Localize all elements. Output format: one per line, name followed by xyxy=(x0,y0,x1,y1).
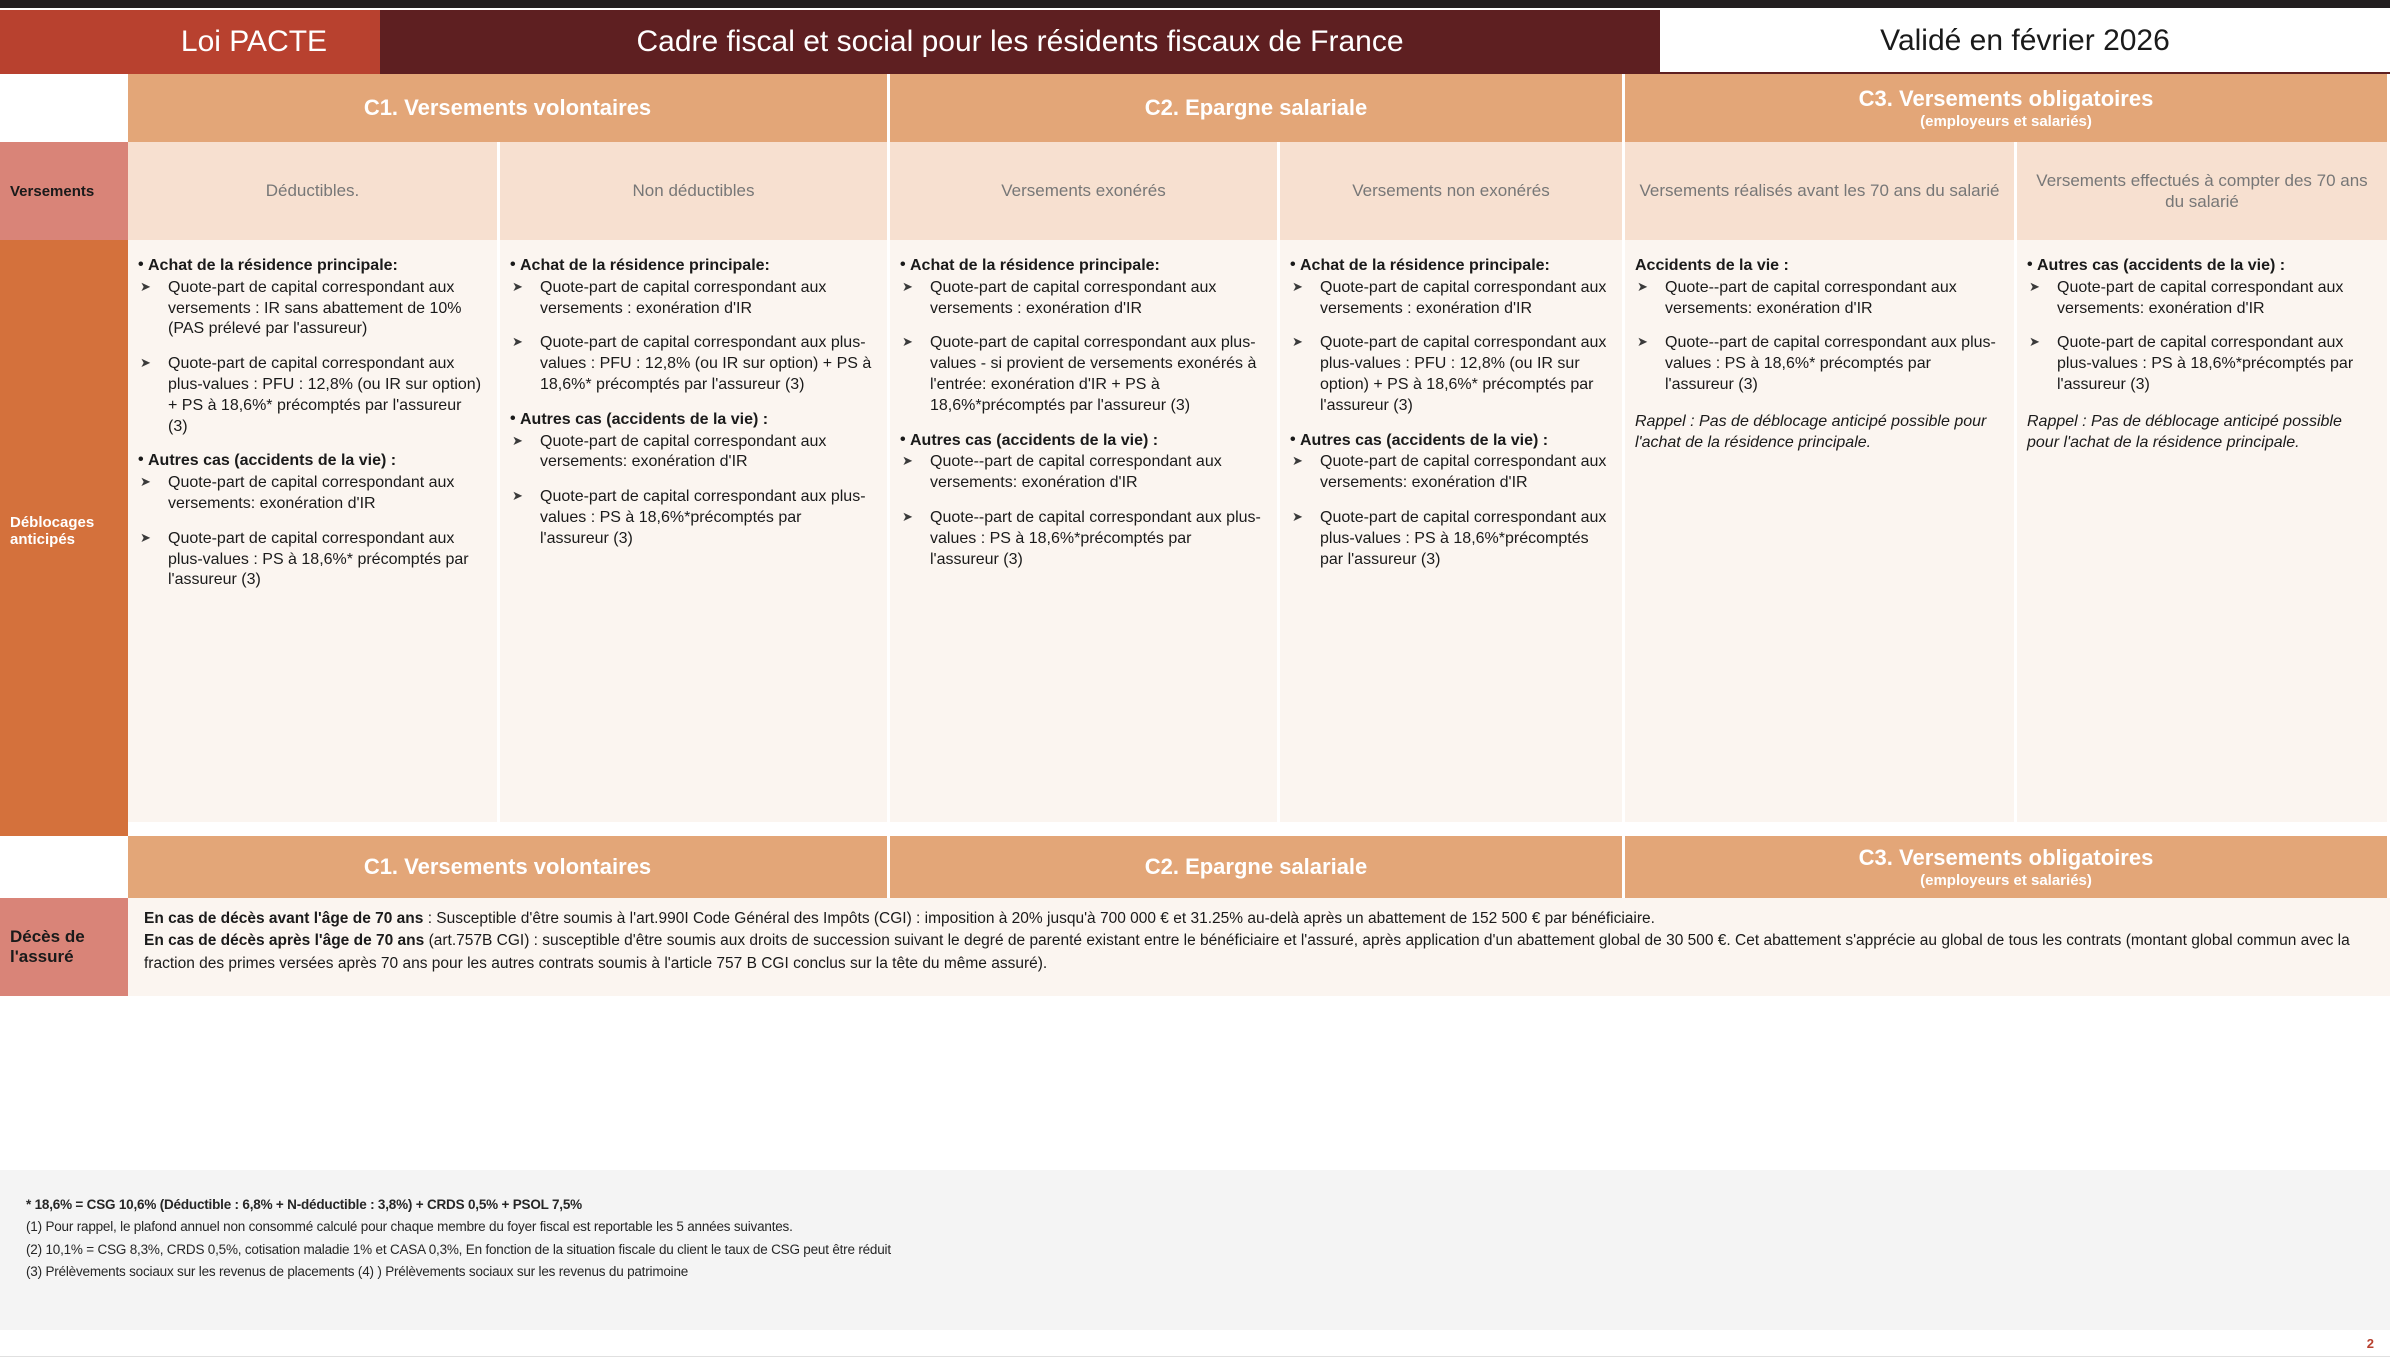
cell-heading: Accidents de la vie : xyxy=(1635,257,1789,274)
deces-row xyxy=(0,898,2390,996)
row-label-versements-text: Versements xyxy=(10,182,95,200)
cell-bullet: ➤ Quote-part de capital correspondant aux plus-values : PFU : 12,8% (ou IR sur option) + PS à 18,6%* précomptés par l'assureur (3) xyxy=(1290,333,1608,416)
cell-heading: • Achat de la résidence principale: xyxy=(900,256,1263,277)
row-separator-label-cap xyxy=(0,822,128,836)
page-title: Cadre fiscal et social pour les résidents fiscaux de France xyxy=(380,10,1660,74)
cell-bullet: ➤ Quote-part de capital correspondant aux versements: exonération d'IR xyxy=(138,473,483,515)
footnote-1: (1) Pour rappel, le plafond annuel non consommé calculé pour chaque membre du foyer fiscal est reportable les 5 années suivantes. xyxy=(26,1219,793,1235)
subheader-deductibles: Déductibles. xyxy=(128,142,500,240)
deces-line-2-bold: En cas de décès après l'âge de 70 ans xyxy=(144,932,425,950)
cell-bullet: ➤ Quote--part de capital correspondant aux plus-values : PS à 18,6%*précomptés par l'assureur (3) xyxy=(900,508,1263,570)
cell-bullet: ➤ Quote-part de capital correspondant aux plus-values : PFU : 12,8% (ou IR sur option) + PS à 18,6%* précomptés par l'assureur (3) xyxy=(138,354,483,437)
subheader-row xyxy=(0,142,2390,240)
group-header-c1 xyxy=(128,74,890,142)
group-header-c3-subtitle: (employeurs et salariés) xyxy=(1920,113,2092,131)
footnote-gap xyxy=(0,1096,2390,1170)
cell-heading: • Autres cas (accidents de la vie) : xyxy=(1290,431,1608,452)
cell-c2-exoneres xyxy=(890,240,1280,822)
deces-line-1 xyxy=(144,908,2374,930)
cell-c2-non-exoneres xyxy=(1280,240,1625,822)
row-label-deces-text: Décès de l'assuré xyxy=(10,927,85,966)
row-separator-fill xyxy=(128,822,2390,836)
subheader-versements-exoneres: Versements exonérés xyxy=(890,142,1280,240)
cell-bullet: ➤ Quote-part de capital correspondant aux versements : exonération d'IR xyxy=(510,278,873,320)
subheader-versements-non-exoneres: Versements non exonérés xyxy=(1280,142,1625,240)
cell-bullet: ➤ Quote-part de capital correspondant aux plus-values - si provient de versements exonérés à l'entrée: exonération d'IR + PS à 18,6%*précomptés par l'assureur (3) xyxy=(900,333,1263,416)
title-row xyxy=(0,10,2390,74)
group-header-row xyxy=(0,74,2390,142)
group-header-bottom-c1 xyxy=(128,836,890,898)
group-header-bottom-c2 xyxy=(890,836,1625,898)
cell-rappel-note: Rappel : Pas de déblocage anticipé possible pour l'achat de la résidence principale. xyxy=(1635,412,1987,451)
footnote-asterisk: * 18,6% = CSG 10,6% (Déductible : 6,8% + N-déductible : 3,8%) + CRDS 0,5% + PSOL 7,5% xyxy=(26,1197,582,1212)
cell-c3-apres-70-ans xyxy=(2017,240,2390,822)
cell-c1-non-deductibles xyxy=(500,240,890,822)
fiscal-matrix xyxy=(0,74,2390,996)
cell-bullet: ➤ Quote-part de capital correspondant aux versements : IR sans abattement de 10% (PAS prélevé par l'assureur) xyxy=(138,278,483,340)
group-header-row-bottom-label-spacer xyxy=(0,836,128,898)
bottom-bar xyxy=(0,1356,2390,1367)
cell-c3-avant-70-ans xyxy=(1625,240,2017,822)
cell-bullet: ➤ Quote-part de capital correspondant aux versements : exonération d'IR xyxy=(1290,278,1608,320)
footnotes-block xyxy=(0,1170,2390,1330)
top-decorative-bar xyxy=(0,0,2390,8)
cell-heading: • Autres cas (accidents de la vie) : xyxy=(900,431,1263,452)
deblocages-row xyxy=(0,240,2390,822)
cell-bullet: ➤ Quote--part de capital correspondant aux versements: exonération d'IR xyxy=(900,452,1263,494)
row-label-deces xyxy=(0,898,128,996)
cell-heading: • Autres cas (accidents de la vie) : xyxy=(138,451,483,472)
page-number: 2 xyxy=(2366,1336,2374,1351)
group-header-c2-title: C2. Epargne salariale xyxy=(1144,95,1368,121)
deces-line-1-bold: En cas de décès avant l'âge de 70 ans xyxy=(144,910,424,927)
row-label-deblocages-text: Déblocages anticipés xyxy=(10,514,95,548)
subheader-apres-70-ans: Versements effectués à compter des 70 ans du salarié xyxy=(2017,142,2390,240)
cell-heading: • Achat de la résidence principale: xyxy=(138,256,483,277)
group-header-c2 xyxy=(890,74,1625,142)
row-label-deblocages xyxy=(0,240,128,822)
row-separator xyxy=(0,822,2390,836)
group-header-row-label-spacer xyxy=(0,74,128,142)
group-header-bottom-c2-title: C2. Epargne salariale xyxy=(1144,854,1368,880)
deces-line-2-rest: (art.757B CGI) : susceptible d'être soumis aux droits de succession suivant le degré de parenté existant entre le bénéficiaire et l'assuré, après application d'un abattement global de 30 500 €. Cet abattement s'apprécie au global de tous les contrats (montant global commun avec la fraction des primes versées après 70 ans pour les autres contrats soumis à l'article 757 B CGI conclus sur la tête du même assuré). xyxy=(144,932,2350,972)
cell-rappel-note: Rappel : Pas de déblocage anticipé possible pour l'achat de la résidence principale. xyxy=(2027,412,2342,451)
group-header-bottom-c1-title: C1. Versements volontaires xyxy=(363,854,652,880)
cell-bullet: ➤ Quote-part de capital correspondant aux plus-values : PFU : 12,8% (ou IR sur option) + PS à 18,6%* précomptés par l'assureur (3) xyxy=(510,333,873,395)
row-label-versements xyxy=(0,142,128,240)
law-badge: Loi PACTE xyxy=(128,10,380,74)
subheader-avant-70-ans: Versements réalisés avant les 70 ans du salarié xyxy=(1625,142,2017,240)
cell-bullet: ➤ Quote-part de capital correspondant aux versements: exonération d'IR xyxy=(1290,452,1608,494)
cell-bullet: ➤ Quote-part de capital correspondant aux plus-values : PS à 18,6%*précomptés par l'assureur (3) xyxy=(2027,333,2373,395)
deces-line-1-rest: : Susceptible d'être soumis à l'art.990I Code Général des Impôts (CGI) : imposition à 20% jusqu'à 700 000 € et 31.25% au-delà après un abattement de 152 500 € par bénéficiaire. xyxy=(423,910,1655,927)
cell-bullet: ➤ Quote-part de capital correspondant aux versements: exonération d'IR xyxy=(510,432,873,474)
cell-heading: • Autres cas (accidents de la vie) : xyxy=(2027,256,2373,277)
footnote-2: (2) 10,1% = CSG 8,3%, CRDS 0,5%, cotisation maladie 1% et CASA 0,3%, En fonction de la situation fiscale du client le taux de CSG peut être réduit xyxy=(26,1241,891,1257)
group-header-c3-title: C3. Versements obligatoires xyxy=(1858,85,2154,111)
group-header-row-bottom xyxy=(0,836,2390,898)
deces-content xyxy=(128,898,2390,996)
title-left-spacer xyxy=(0,10,128,74)
cell-bullet: ➤ Quote-part de capital correspondant aux plus-values : PS à 18,6%*précomptés par l'assureur (3) xyxy=(510,487,873,549)
group-header-bottom-c3-subtitle: (employeurs et salariés) xyxy=(1920,872,2092,890)
subheader-non-deductibles: Non déductibles xyxy=(500,142,890,240)
group-header-c1-title: C1. Versements volontaires xyxy=(363,95,652,121)
cell-c1-deductibles xyxy=(128,240,500,822)
validation-date: Validé en février 2026 xyxy=(1660,10,2390,74)
cell-bullet: ➤ Quote-part de capital correspondant aux versements : exonération d'IR xyxy=(900,278,1263,320)
cell-bullet: ➤ Quote-part de capital correspondant aux plus-values : PS à 18,6%* précomptés par l'assureur (3) xyxy=(138,529,483,591)
cell-bullet: ➤ Quote--part de capital correspondant aux versements: exonération d'IR xyxy=(1635,278,2000,320)
cell-heading: • Autres cas (accidents de la vie) : xyxy=(510,410,873,431)
footnote-3: (3) Prélèvements sociaux sur les revenus de placements (4) ) Prélèvements sociaux sur les revenus du patrimoine xyxy=(26,1263,689,1279)
cell-heading: • Achat de la résidence principale: xyxy=(1290,256,1608,277)
deces-line-2 xyxy=(144,930,2374,975)
group-header-bottom-c3 xyxy=(1625,836,2390,898)
cell-bullet: ➤ Quote--part de capital correspondant aux plus-values : PS à 18,6%* précomptés par l'assureur (3) xyxy=(1635,333,2000,395)
cell-heading: • Achat de la résidence principale: xyxy=(510,256,873,277)
cell-bullet: ➤ Quote-part de capital correspondant aux plus-values : PS à 18,6%*précomptés par l'assureur (3) xyxy=(1290,508,1608,570)
group-header-bottom-c3-title: C3. Versements obligatoires xyxy=(1858,844,2154,870)
cell-bullet: ➤ Quote-part de capital correspondant aux versements: exonération d'IR xyxy=(2027,278,2373,320)
group-header-c3 xyxy=(1625,74,2390,142)
